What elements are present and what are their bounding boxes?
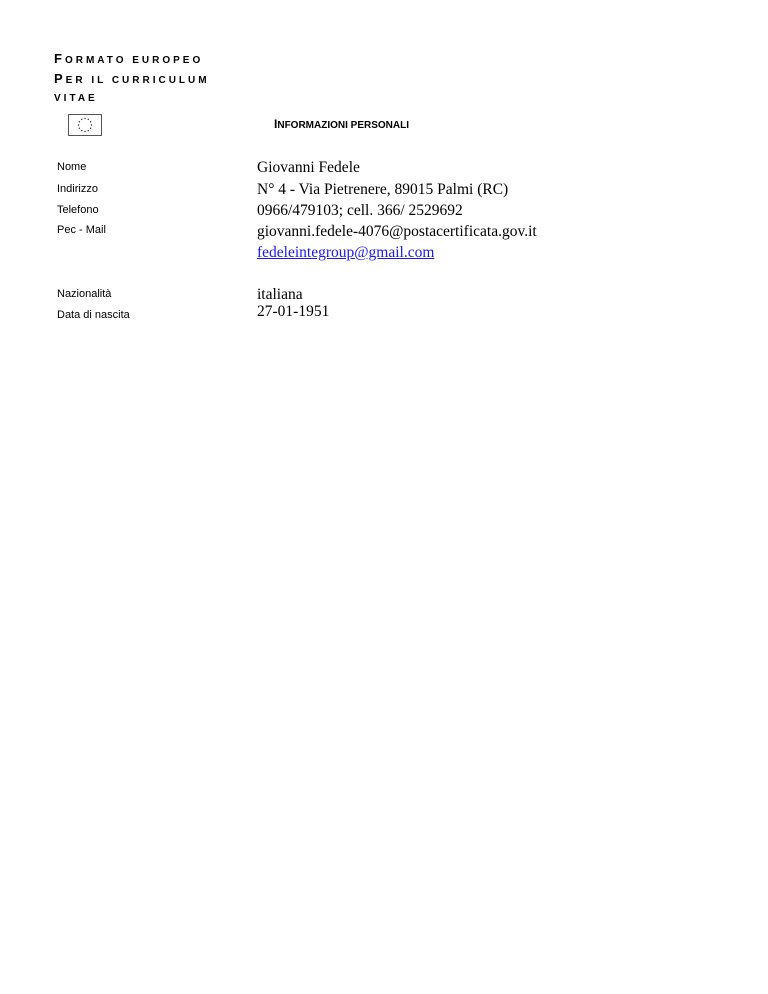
title-line-1-rest: ORMATO EUROPEO — [64, 55, 204, 66]
label-nazionalita: Nazionalità — [57, 288, 112, 300]
email-link[interactable]: fedeleintegroup@gmail.com — [257, 244, 435, 261]
flag-star — [90, 121, 91, 122]
title-line-1 — [54, 50, 254, 70]
eu-flag-icon — [68, 114, 102, 136]
label-pec-mail: Pec - Mail — [57, 224, 106, 236]
flag-star — [79, 121, 80, 122]
value-data-di-nascita: 27-01-1951 — [257, 303, 330, 320]
label-data-di-nascita: Data di nascita — [57, 309, 130, 321]
title-line-3: VITAE — [54, 93, 98, 104]
section-heading-initial: I — [274, 117, 278, 131]
flag-star — [81, 130, 82, 131]
flag-star — [88, 130, 89, 131]
title-line-2-rest: ER IL CURRICULUM — [65, 75, 210, 86]
eu-flag-stars — [69, 115, 101, 135]
value-telefono: 0966/479103; cell. 366/ 2529692 — [257, 202, 463, 219]
flag-star — [84, 131, 85, 132]
section-heading-rest: NFORMAZIONI PERSONALI — [277, 120, 410, 131]
flag-star — [88, 119, 89, 120]
value-nazionalita: italiana — [257, 286, 303, 303]
flag-star — [90, 128, 91, 129]
section-heading-personal-info — [274, 117, 409, 131]
document-title — [54, 50, 254, 108]
flag-star — [81, 119, 82, 120]
title-line-2-initial: P — [54, 71, 66, 86]
value-indirizzo: N° 4 - Via Pietrenere, 89015 Palmi (RC) — [257, 181, 509, 198]
title-line-2 — [54, 70, 254, 90]
flag-star — [84, 118, 85, 119]
value-nome: Giovanni Fedele — [257, 159, 360, 176]
title-line-1-initial: F — [54, 51, 65, 66]
label-nome: Nome — [57, 161, 87, 173]
value-pec: giovanni.fedele-4076@postacertificata.gov.it — [257, 223, 537, 240]
flag-star — [91, 124, 92, 125]
flag-star — [79, 128, 80, 129]
label-indirizzo: Indirizzo — [57, 183, 98, 195]
label-telefono: Telefono — [57, 204, 99, 216]
flag-star — [78, 124, 79, 125]
